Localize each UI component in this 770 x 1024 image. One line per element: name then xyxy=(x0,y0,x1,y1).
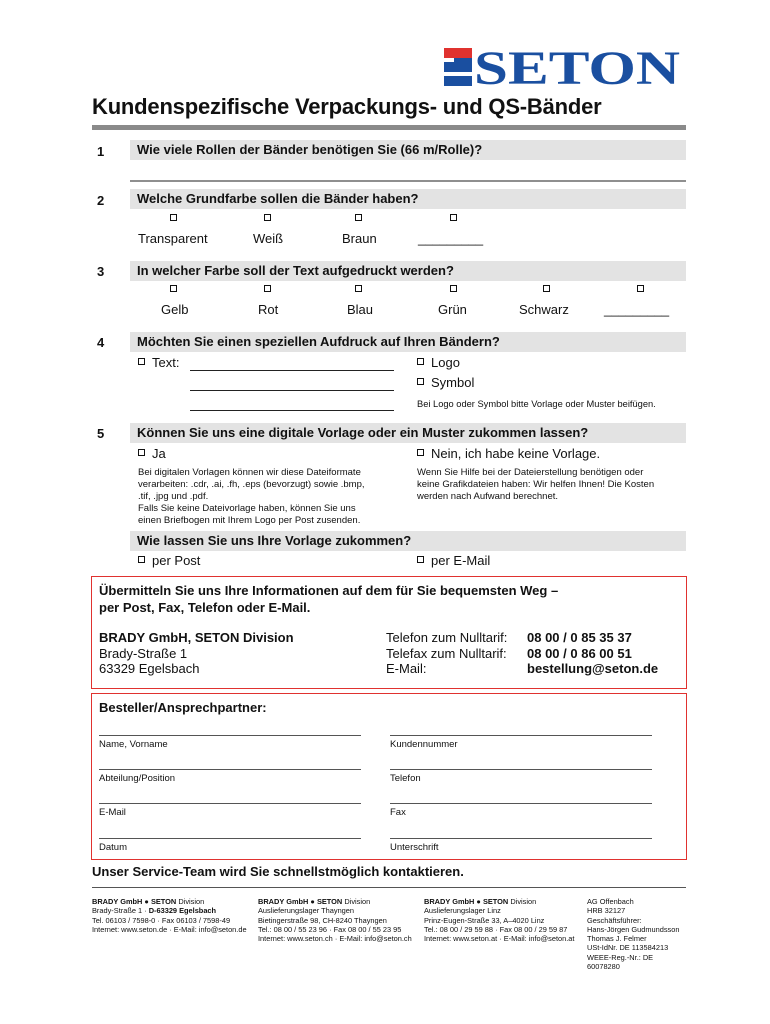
footer-division: Division xyxy=(342,897,371,906)
orderer-box xyxy=(91,693,687,860)
checkbox-text[interactable] xyxy=(138,358,145,365)
email-field[interactable] xyxy=(99,803,361,804)
checkbox-other-text[interactable] xyxy=(637,285,644,292)
contact-heading: Übermitteln Sie uns Ihre Informationen auf dem für Sie bequemsten Weg – xyxy=(99,583,559,598)
footer-line: Bietingerstraße 98, CH-8240 Thayngen xyxy=(258,915,387,925)
note-line: werden nach Aufwand berechnet. xyxy=(417,491,559,502)
option-label: Gelb xyxy=(161,302,189,317)
checkbox-nein[interactable] xyxy=(417,449,424,456)
footer-line: Brady-Straße 1 · xyxy=(92,906,149,916)
email-label: E-Mail: xyxy=(386,661,427,676)
option-label: per E-Mail xyxy=(431,553,491,568)
field-label: Abteilung/Position xyxy=(99,773,176,784)
title-divider xyxy=(92,125,686,130)
footer-line: Internet: www.seton.ch · E-Mail: info@seton.ch xyxy=(258,934,412,944)
page-title: Kundenspezifische Verpackungs- und QS-Bänder xyxy=(92,94,602,119)
checkbox-schwarz[interactable] xyxy=(543,285,550,292)
text-line-2[interactable] xyxy=(190,390,394,391)
option-label: Ja xyxy=(152,446,166,461)
footer-line: D-63329 Egelsbach xyxy=(148,906,217,916)
note-line: Falls Sie keine Dateivorlage haben, können Sie uns xyxy=(138,503,356,514)
footer-line: WEEE-Reg.-Nr.: DE xyxy=(587,952,654,962)
company-street: Brady-Straße 1 xyxy=(99,646,188,661)
option-label: Symbol xyxy=(431,375,475,390)
footer-line: Hans-Jörgen Gudmundsson xyxy=(587,924,680,934)
option-label: Weiß xyxy=(253,231,284,246)
footer-division: Division xyxy=(176,897,205,906)
option-label: Transparent xyxy=(138,231,208,246)
customer-number-field[interactable] xyxy=(390,735,652,736)
checkbox-weiss[interactable] xyxy=(264,214,271,221)
footer-line: 60078280 xyxy=(587,962,620,972)
field-label: Telefon xyxy=(390,773,421,784)
footer-line: Prinz-Eugen-Straße 33, A–4020 Linz xyxy=(424,915,545,925)
text-line-3[interactable] xyxy=(190,410,394,411)
question-5: Können Sie uns eine digitale Vorlage oder ein Muster zukommen lassen? xyxy=(130,423,686,443)
question-number: 5 xyxy=(97,426,105,441)
field-label: Name, Vorname xyxy=(99,739,168,750)
question-1: Wie viele Rollen der Bänder benötigen Sie (66 m/Rolle)? xyxy=(130,140,686,160)
footer-line: Tel.: 08 00 / 29 59 88 · Fax 08 00 / 29 59 87 xyxy=(424,924,568,934)
question-2: Welche Grundfarbe sollen die Bänder haben? xyxy=(130,189,686,209)
logo-wordmark: SETON xyxy=(474,42,681,88)
note-line: verarbeiten: .cdr, .ai, .fh, .eps (bevorzugt) sowie .bmp, xyxy=(138,479,365,490)
footer-line: Tel.: 08 00 / 55 23 96 · Fax 08 00 / 55 23 95 xyxy=(258,924,402,934)
orderer-heading: Besteller/Ansprechpartner: xyxy=(99,700,267,715)
footer-legal xyxy=(587,897,687,971)
footer-line: USt-IdNr. DE 113584213 xyxy=(587,943,669,953)
note-line: Bei digitalen Vorlagen können wir diese Dateiformate xyxy=(138,467,361,478)
date-field[interactable] xyxy=(99,838,361,839)
field-label: Kundennummer xyxy=(390,739,458,750)
footer-company: BRADY GmbH ● SETON xyxy=(92,897,177,906)
seton-logo xyxy=(444,40,682,88)
checkbox-ja[interactable] xyxy=(138,449,145,456)
company-name: BRADY GmbH, SETON Division xyxy=(99,630,294,645)
footer-line: Auslieferungslager Linz xyxy=(424,906,501,916)
option-blank[interactable]: _________ xyxy=(604,302,670,317)
option-label: Text: xyxy=(152,355,180,370)
name-field[interactable] xyxy=(99,735,361,736)
email-link[interactable]: bestellung@seton.de xyxy=(527,661,659,676)
checkbox-logo[interactable] xyxy=(417,358,424,365)
option-label: Nein, ich habe keine Vorlage. xyxy=(431,446,601,461)
checkbox-rot[interactable] xyxy=(264,285,271,292)
checkbox-other-base[interactable] xyxy=(450,214,457,221)
checkbox-per-post[interactable] xyxy=(138,556,145,563)
footer-switzerland xyxy=(258,897,428,943)
checkbox-gruen[interactable] xyxy=(450,285,457,292)
phone-label: Telefon zum Nulltarif: xyxy=(386,630,508,645)
field-label: Fax xyxy=(390,807,406,818)
footer-line: Internet: www.seton.de · E-Mail: info@seton.de xyxy=(92,924,247,934)
footer-line: AG Offenbach xyxy=(587,897,634,906)
signature-field[interactable] xyxy=(390,838,652,839)
note-line: .tif, .jpg und .pdf. xyxy=(138,491,209,502)
question-number: 1 xyxy=(97,144,105,159)
footer-line: Geschäftsführer: xyxy=(587,915,642,925)
note-line: keine Grafikdateien haben: Wir helfen Ihnen! Die Kosten xyxy=(417,479,655,490)
footer-company: BRADY GmbH ● SETON xyxy=(258,897,343,906)
note-line: Wenn Sie Hilfe bei der Dateierstellung benötigen oder xyxy=(417,467,644,478)
option-label: Logo xyxy=(431,355,460,370)
footer-divider xyxy=(92,887,686,888)
checkbox-per-email[interactable] xyxy=(417,556,424,563)
checkbox-symbol[interactable] xyxy=(417,378,424,385)
answer-line xyxy=(130,180,686,182)
department-field[interactable] xyxy=(99,769,361,770)
footer-company: BRADY GmbH ● SETON xyxy=(424,897,509,906)
field-label: E-Mail xyxy=(99,807,126,818)
digital-formats-note xyxy=(138,467,365,527)
option-label: Braun xyxy=(342,231,377,246)
checkbox-braun[interactable] xyxy=(355,214,362,221)
footer-division: Division xyxy=(508,897,537,906)
footer-austria xyxy=(424,897,594,943)
footer-line: Internet: www.seton.at · E-Mail: info@seton.at xyxy=(424,934,575,944)
question-number: 2 xyxy=(97,193,105,208)
closing-text: Unser Service-Team wird Sie schnellstmöglich kontaktieren. xyxy=(92,864,464,879)
option-label: Schwarz xyxy=(519,302,569,317)
option-label: Blau xyxy=(347,302,374,317)
question-6: Wie lassen Sie uns Ihre Vorlage zukommen? xyxy=(130,531,686,551)
question-number: 4 xyxy=(97,335,105,350)
footer-line: Thomas J. Felmer xyxy=(587,934,647,944)
fax-label: Telefax zum Nulltarif: xyxy=(386,646,507,661)
footer-line: Tel. 06103 / 7598-0 · Fax 06103 / 7598-49 xyxy=(92,915,231,925)
fax-field[interactable] xyxy=(390,803,652,804)
footer-germany xyxy=(92,897,262,934)
checkbox-gelb[interactable] xyxy=(170,285,177,292)
field-label: Unterschrift xyxy=(390,842,439,853)
option-label: Grün xyxy=(438,302,467,317)
checkbox-transparent[interactable] xyxy=(170,214,177,221)
option-label: per Post xyxy=(152,553,201,568)
contact-heading: per Post, Fax, Telefon oder E-Mail. xyxy=(99,600,311,615)
company-city: 63329 Egelsbach xyxy=(99,661,200,676)
field-label: Datum xyxy=(99,842,127,853)
help-note xyxy=(417,467,654,503)
footer-line: HRB 32127 xyxy=(587,906,626,916)
text-line-1[interactable] xyxy=(190,370,394,371)
note: Bei Logo oder Symbol bitte Vorlage oder Muster beifügen. xyxy=(417,399,656,409)
footer-line: Auslieferungslager Thayngen xyxy=(258,906,355,916)
option-label: Rot xyxy=(258,302,279,317)
question-4: Möchten Sie einen speziellen Aufdruck auf Ihren Bändern? xyxy=(130,332,686,352)
question-3: In welcher Farbe soll der Text aufgedruckt werden? xyxy=(130,261,686,281)
phone-number[interactable]: 08 00 / 0 85 35 37 xyxy=(527,630,632,645)
checkbox-blau[interactable] xyxy=(355,285,362,292)
option-blank[interactable]: _________ xyxy=(418,231,484,246)
phone-field[interactable] xyxy=(390,769,652,770)
note-line: einen Briefbogen mit Ihrem Logo per Post zusenden. xyxy=(138,515,361,526)
fax-number[interactable]: 08 00 / 0 86 00 51 xyxy=(527,646,632,661)
question-number: 3 xyxy=(97,264,105,279)
